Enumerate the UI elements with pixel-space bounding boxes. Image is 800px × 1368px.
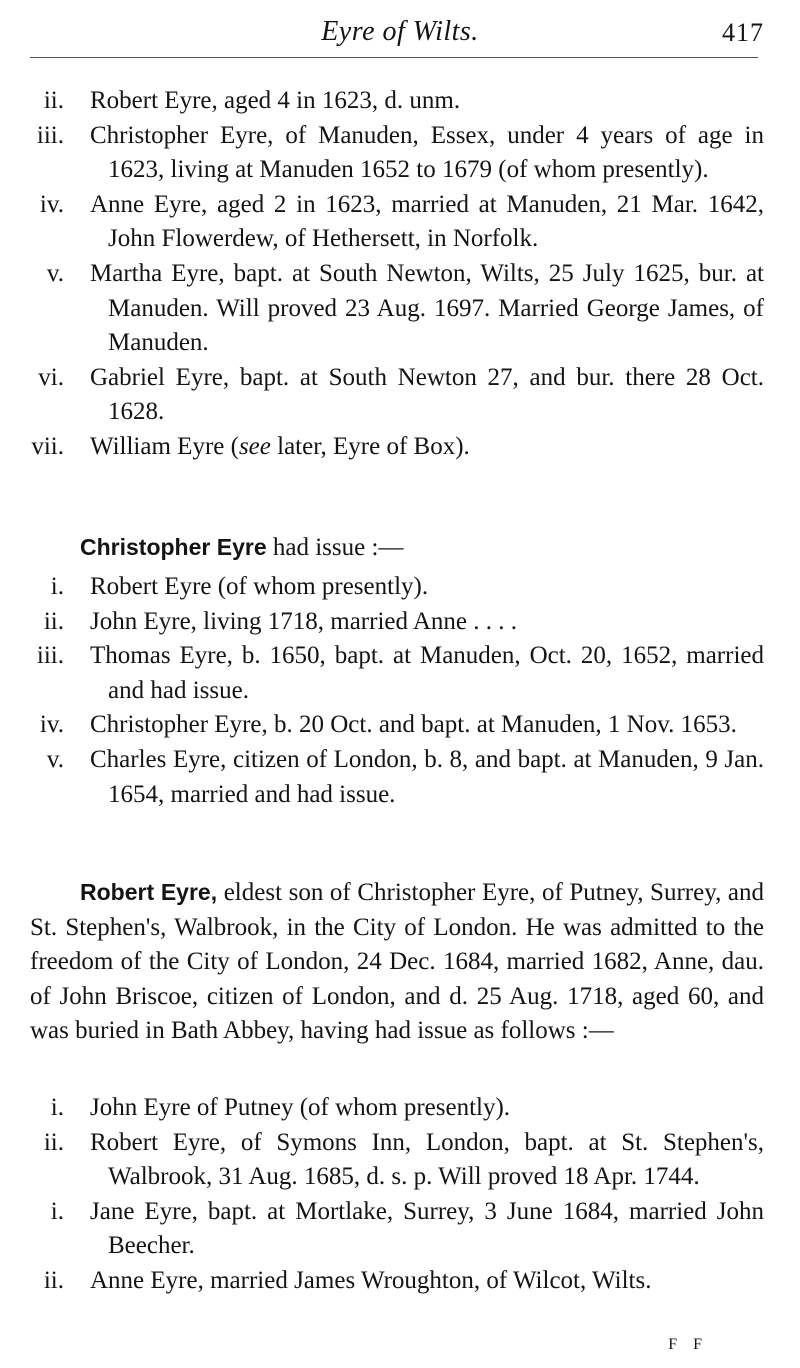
section-heading-christopher	[80, 530, 403, 566]
item-number: iii.	[36, 642, 64, 670]
item-number: v.	[46, 745, 64, 773]
list-item	[0, 84, 800, 119]
item-text-before: William Eyre (	[90, 432, 239, 460]
item-text: Jane Eyre, bapt. at Mortlake, Surrey, 3 June 1684, married John Beecher.	[90, 1197, 764, 1260]
item-number: i.	[50, 1197, 64, 1225]
item-text-after: later, Eyre of Box).	[270, 432, 470, 460]
item-text	[90, 430, 764, 465]
item-number: vii.	[31, 432, 64, 460]
running-title: Eyre of Wilts.	[321, 16, 479, 47]
item-number: ii.	[43, 1128, 64, 1156]
christopher-issue-list	[0, 570, 800, 812]
person-name: Robert Eyre,	[80, 879, 218, 905]
list-item	[0, 1264, 800, 1299]
list-item	[0, 430, 800, 465]
item-text: Martha Eyre, bapt. at South Newton, Wilts, 25 July 1625, bur. at Manuden. Will proved 23 Aug. 1697. Married George James, of Manuden.	[90, 259, 764, 357]
item-text: Robert Eyre (of whom presently).	[90, 573, 429, 600]
item-text: Christopher Eyre, of Manuden, Essex, under 4 years of age in 1623, living at Manuden 1652 to 1679 (of whom presently).	[90, 121, 764, 184]
item-number: ii.	[43, 607, 64, 635]
item-text: Gabriel Eyre, bapt. at South Newton 27, and bur. there 28 Oct. 1628.	[90, 363, 764, 426]
signature-mark: F F	[668, 1336, 708, 1353]
heading-suffix: had issue :—	[266, 534, 404, 561]
children-list	[0, 84, 800, 465]
list-item	[0, 1126, 800, 1195]
header-rule	[30, 57, 758, 58]
list-item	[0, 639, 800, 708]
person-name: Christopher Eyre	[80, 534, 267, 560]
item-text: Robert Eyre, aged 4 in 1623, d. unm.	[90, 87, 461, 114]
item-number: i.	[50, 1094, 64, 1121]
list-item	[0, 708, 800, 743]
item-text: Anne Eyre, aged 2 in 1623, married at Manuden, 21 Mar. 1642, John Flowerdew, of Hethersett, in Norfolk.	[90, 190, 764, 253]
item-number: ii.	[43, 1266, 64, 1294]
item-text: Christopher Eyre, b. 20 Oct. and bapt. at Manuden, 1 Nov. 1653.	[90, 711, 737, 739]
list-item	[0, 605, 800, 640]
list-item	[0, 257, 800, 361]
item-number: iv.	[39, 190, 64, 218]
item-number: ii.	[43, 87, 64, 114]
item-text: Anne Eyre, married James Wroughton, of Wilcot, Wilts.	[90, 1266, 652, 1294]
item-number: i.	[50, 573, 64, 600]
item-number: v.	[46, 259, 64, 287]
list-item	[0, 119, 800, 188]
paragraph-body: eldest son of Christopher Eyre, of Putney, Surrey, and St. Stephen's, Walbrook, in the City of London. He was admitted to the freedom of the City of London, 24 Dec. 1684, married 1682, Anne, dau. of John Briscoe, citizen of London, and d. 25 Aug. 1718, aged 60, and was buried in Bath Abbey, having had issue as follows :—	[30, 879, 765, 1045]
item-text: Thomas Eyre, b. 1650, bapt. at Manuden, Oct. 20, 1652, married and had issue.	[90, 642, 764, 704]
list-item	[0, 743, 800, 812]
list-item	[0, 188, 800, 257]
list-item	[0, 1091, 800, 1126]
item-text-italic: see	[238, 432, 271, 460]
item-text: John Eyre, living 1718, married Anne . . . .	[90, 607, 518, 635]
running-head	[0, 14, 800, 54]
item-number: vi.	[38, 363, 64, 391]
page-number: 417	[722, 18, 764, 47]
item-number: iv.	[39, 711, 64, 739]
list-item	[0, 1195, 800, 1264]
item-number: iii.	[36, 121, 64, 149]
robert-eyre-paragraph	[30, 875, 764, 1049]
item-text: John Eyre of Putney (of whom presently).	[90, 1094, 511, 1121]
item-text: Charles Eyre, citizen of London, b. 8, and bapt. at Manuden, 9 Jan. 1654, married and had issue.	[90, 745, 764, 808]
robert-issue-list	[0, 1091, 800, 1299]
item-text: Robert Eyre, of Symons Inn, London, bapt. at St. Stephen's, Walbrook, 31 Aug. 1685, d. s. p. Will proved 18 Apr. 1744.	[90, 1128, 764, 1191]
list-item	[0, 361, 800, 430]
list-item	[0, 570, 800, 605]
